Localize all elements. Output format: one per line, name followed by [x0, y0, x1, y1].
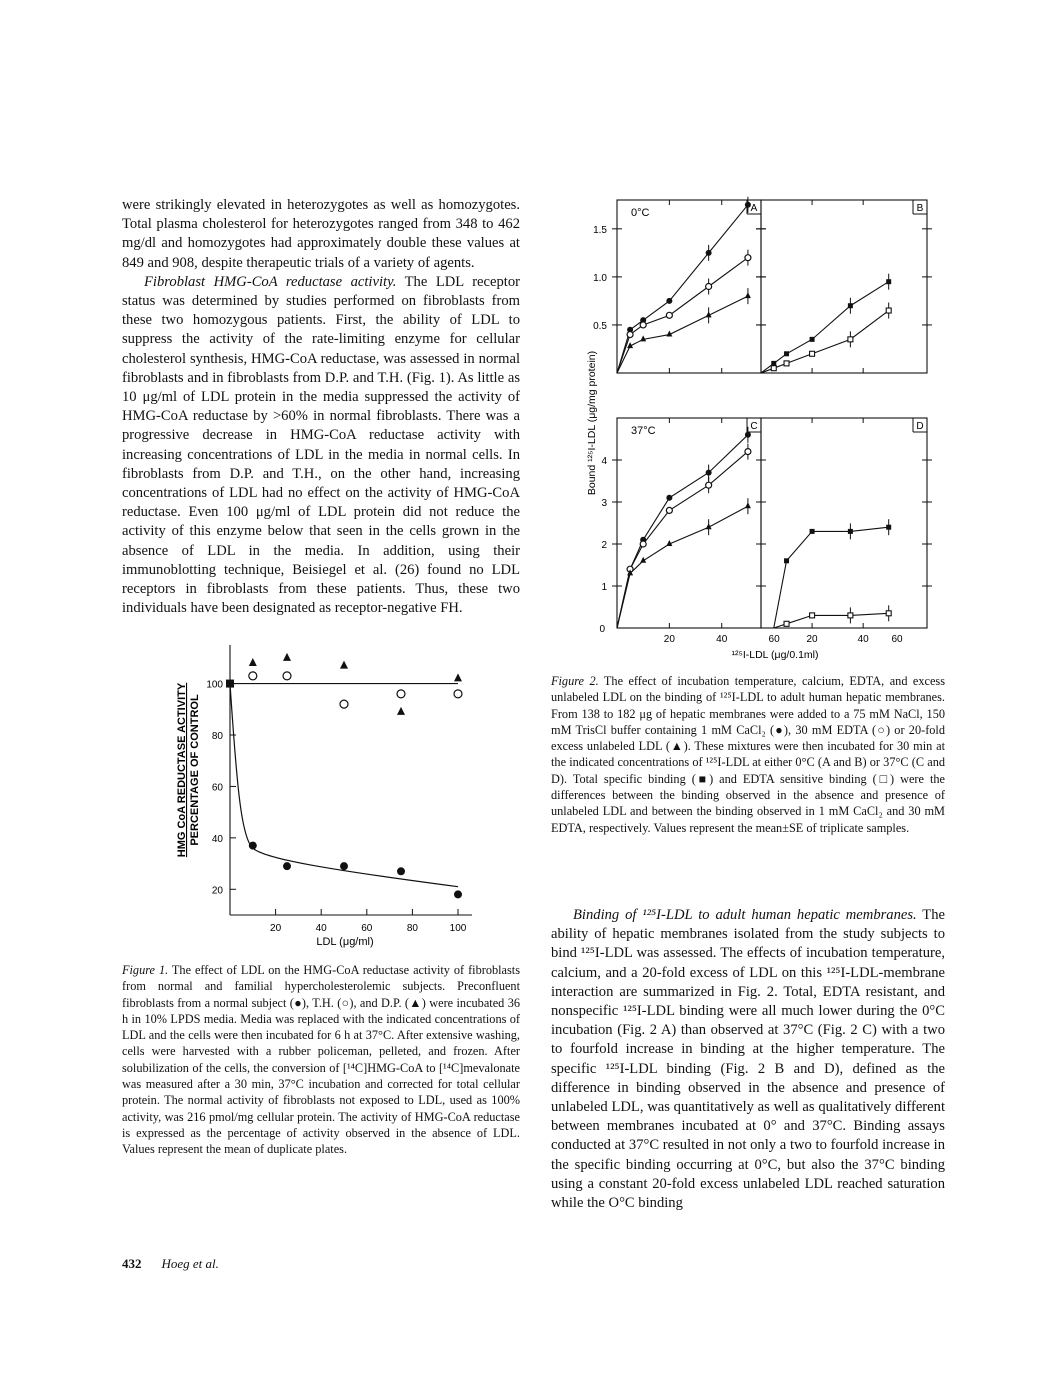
- x-tick-label: 40: [716, 634, 728, 645]
- data-point-filled-square: [771, 361, 776, 366]
- data-point-filled-circle: [249, 842, 257, 850]
- x-tick-label: 60: [891, 634, 903, 645]
- data-point-filled-square: [784, 351, 789, 356]
- data-point-open-circle: [397, 690, 405, 698]
- figure2-ylabel: Bound ¹²⁵I-LDL (μg/mg protein): [586, 350, 598, 496]
- data-point-filled-circle: [340, 862, 348, 870]
- data-point-open-circle: [340, 700, 348, 708]
- data-point-open-circle: [640, 541, 646, 547]
- y-tick-label: 60: [211, 782, 223, 794]
- data-point-open-square: [784, 361, 789, 366]
- page-number: 432: [122, 1256, 142, 1271]
- series-line: [761, 527, 889, 628]
- paragraph-body: The ability of hepatic membranes isolated from the study subjects to bind ¹²⁵I-LDL was assessed. The effects of incubation temperature, calcium, and a 20-fold excess of LDL on this ¹²⁵I-LDL-membrane interaction are summarized in Fig. 2. Total, EDTA resistant, and nonspecific ¹²⁵I-LDL binding were all much lower during the 0°C incubation (Fig. 2 A) than observed at 37°C (Fig. 2 C) with a two to fourfold increase in binding at the higher temperature. The specific ¹²⁵I-LDL binding (Fig. 2 B and D), defined as the difference in binding observed in the absence and presence of unlabeled LDL, was quantitatively as well as qualitatively different between membranes incubated at 0° and 37°C. Binding assays conducted at 37°C resulted in not only a two to fourfold increase in the specific binding occurring at 0°C, but also the 37°C binding using a constant 20-fold excess unlabeled LDL reached saturation while the O°C binding: [551, 907, 946, 1212]
- left-column-text: [122, 196, 520, 618]
- panel-B: [756, 200, 932, 373]
- y-tick-label: 3: [601, 498, 607, 509]
- data-point-filled-triangle: [249, 658, 257, 666]
- data-point-filled-triangle: [397, 707, 405, 715]
- x-tick-label: 60: [768, 634, 780, 645]
- data-point-open-circle: [706, 482, 712, 488]
- data-point-open-square: [848, 337, 853, 342]
- figure1-ylabel-line1: HMG CoA REDUCTASE ACTIVITY: [176, 682, 188, 858]
- normal-fit-curve: [230, 684, 458, 887]
- y-tick-label: 0.5: [593, 320, 607, 332]
- data-point-open-circle: [640, 322, 646, 328]
- y-tick-label: 80: [211, 731, 223, 742]
- data-point-open-square: [886, 611, 891, 616]
- series-line: [761, 282, 889, 373]
- series-line: [761, 613, 889, 628]
- figure1-chart: [160, 640, 490, 960]
- data-point-filled-square: [886, 279, 891, 284]
- panel-frame: [617, 200, 761, 373]
- series-line: [617, 435, 748, 628]
- data-point-open-square: [848, 613, 853, 618]
- data-point-open-square: [784, 621, 789, 626]
- data-point-filled-circle: [454, 890, 462, 898]
- data-point-open-circle: [706, 284, 712, 290]
- figure2-caption-text: The effect of incubation temperature, calcium, EDTA, and excess unlabeled LDL on the binding of ¹²⁵I-LDL to adult human hepatic membranes. From 138 to 182 μg of hepatic membranes were added to a 75 mM NaCl, 150 mM TrisCl buffer containing 1 mM CaCl₂ (●), 30 mM EDTA (○) or 20-fold excess unlabeled LDL (▲). These mixtures were then incubated for 30 min at the indicated concentrations of ¹²⁵I-LDL at either 0°C (A and B) or 37°C (C and D). Total specific binding (■) and EDTA sensitive binding (□) were the differences between the binding observed in the absence and presence of unlabeled LDL and between the binding observed in 1 mM CaCl₂ and 30 mM EDTA, respectively. Values represent the mean±SE of triplicate samples.: [551, 674, 945, 835]
- data-point-open-circle: [249, 672, 257, 680]
- y-tick-label: 40: [211, 833, 223, 845]
- panel-letter: A: [750, 203, 758, 214]
- figure1-ylabel-line2: PERCENTAGE OF CONTROL: [189, 694, 201, 846]
- x-tick-label: 100: [449, 923, 467, 934]
- data-point-open-square: [810, 351, 815, 356]
- y-tick-label: 1: [601, 582, 607, 593]
- y-tick-label: 1.5: [593, 224, 607, 236]
- figure2-plot: [593, 197, 932, 645]
- data-point-filled-circle: [706, 250, 712, 256]
- paragraph: [122, 273, 520, 619]
- paragraph: were strikingly elevated in heterozygotes as well as homozygotes. Total plasma cholesterol for heterozygotes ranged from 348 to 462 mg/dl and homozygotes had approximately double these values at 849 and 908, despite therapeutic trials of a variety of agents.: [122, 197, 520, 271]
- right-column-text: [551, 906, 945, 1213]
- figure1-caption: [122, 962, 520, 1158]
- data-point-open-circle: [283, 672, 291, 680]
- x-tick-label: 20: [806, 634, 818, 645]
- data-point-filled-square: [810, 337, 815, 342]
- x-tick-label: 80: [406, 923, 418, 934]
- panel-letter: D: [916, 421, 924, 432]
- y-tick-label: 4: [601, 456, 607, 467]
- data-point-filled-triangle: [640, 335, 646, 341]
- data-point-filled-triangle: [283, 653, 291, 661]
- data-point-filled-circle: [283, 862, 291, 870]
- data-point-filled-circle: [397, 867, 405, 875]
- data-point-filled-circle: [666, 495, 672, 501]
- x-tick-label: 40: [857, 634, 869, 645]
- page-footer: [122, 1256, 219, 1272]
- data-point-filled-square: [784, 558, 789, 563]
- data-point-open-circle: [745, 449, 751, 455]
- paragraph-body: The LDL receptor status was determined by studies performed on fibroblasts from these two homozygous patients. First, the ability of LDL to suppress the activity of the rate-limiting enzyme for cellular cholesterol synthesis, HMG-CoA reductase, was assessed in normal fibroblasts and in fibroblasts from D.P. and T.H. (Fig. 1). As little as 10 μg/ml of LDL protein in the media suppressed the activity of HMG-CoA reductase by >60% in normal fibroblasts. There was a progressive decrease in HMG-CoA reductase activity with increasing concentrations of LDL in the media in normal cells. In fibroblasts from D.P. and T.H., on the other hand, increasing concentrations of LDL had no effect on the activity of HMG-CoA reductase. Even 100 μg/ml of LDL protein did not reduce the activity of this enzyme below that seen in the cells grown in the absence of LDL in the media. In addition, using their immunoblotting technique, Beisiegel et al. (26) found no LDL receptors in fibroblasts from these patients. Thus, these two individuals have been designated as receptor-negative FH.: [122, 273, 520, 617]
- data-point-filled-circle: [706, 470, 712, 476]
- figure2-caption-label: Figure 2.: [551, 674, 599, 688]
- paragraph-title: Fibroblast HMG-CoA reductase activity.: [144, 273, 397, 290]
- data-point-filled-circle: [745, 432, 751, 438]
- paragraph-title: Binding of ¹²⁵I-LDL to adult human hepatic membranes.: [573, 907, 917, 923]
- data-point-filled-square: [886, 525, 891, 530]
- data-point-open-circle: [666, 312, 672, 318]
- series-line: [617, 258, 748, 373]
- data-point-open-square: [886, 308, 891, 313]
- data-point-filled-triangle: [745, 502, 751, 508]
- series-line: [617, 296, 748, 373]
- x-tick-label: 20: [270, 923, 282, 934]
- x-tick-label: 40: [315, 923, 327, 934]
- figure1-caption-text: The effect of LDL on the HMG-CoA reductase activity of fibroblasts from normal and familial hypercholesterolemic subjects. Preconfluent fibroblasts from a normal subject (●), T.H. (○), and D.P. (▲) were incubated 36 h in 10% LPDS media. Media was replaced with the indicated concentrations of LDL and the cells were then incubated for 6 h at 37°C. After extensive washing, cells were harvested with a rubber policeman, pelleted, and frozen. After solubilization of the cells, the conversion of [¹⁴C]HMG-CoA to [¹⁴C]mevalonate was measured after a 30 min, 37°C incubation and corrected for total cellular protein. The normal activity of fibroblasts not exposed to LDL, used as 100% activity, was 216 pmol/mg cellular protein. The activity of HMG-CoA reductase is expressed as the percentage of activity observed in the absence of LDL. Values represent the mean of duplicate plates.: [122, 963, 520, 1157]
- y-tick-label: 100: [206, 679, 223, 691]
- data-point-open-circle: [745, 255, 751, 261]
- y-tick-label: 0: [599, 624, 605, 635]
- series-line: [617, 205, 748, 373]
- data-point-filled-triangle: [745, 292, 751, 298]
- data-point-filled-circle: [745, 202, 751, 208]
- panel-temperature: 37°C: [631, 425, 656, 437]
- figure1-plot: [206, 645, 472, 934]
- figure1-xlabel: LDL (μg/ml): [316, 936, 374, 948]
- data-point-filled-circle: [666, 298, 672, 304]
- y-tick-label: 1.0: [593, 272, 607, 284]
- series-line: [617, 452, 748, 628]
- panel-frame: [761, 418, 927, 628]
- panel-C: [601, 418, 766, 628]
- series-line: [617, 506, 748, 628]
- data-point-open-circle: [454, 690, 462, 698]
- figure2-xlabel: ¹²⁵I-LDL (μg/0.1ml): [731, 649, 819, 661]
- y-tick-label: 2: [601, 540, 607, 551]
- data-point-filled-square: [848, 529, 853, 534]
- data-point-control: [226, 680, 234, 688]
- data-point-filled-triangle: [340, 661, 348, 669]
- data-point-filled-triangle: [454, 673, 462, 681]
- panel-A: [593, 197, 766, 373]
- data-point-open-square: [810, 613, 815, 618]
- paragraph: [551, 906, 945, 1213]
- figure2-caption: [551, 673, 945, 836]
- panel-letter: C: [750, 421, 758, 432]
- x-tick-label: 60: [361, 923, 373, 934]
- data-point-open-circle: [627, 332, 633, 338]
- data-point-open-circle: [666, 507, 672, 513]
- x-tick-label: 20: [663, 634, 675, 645]
- panel-letter: B: [916, 203, 924, 214]
- series-line: [761, 311, 889, 373]
- panel-frame: [617, 418, 761, 628]
- panel-D: [756, 418, 932, 628]
- running-authors: Hoeg et al.: [161, 1256, 219, 1271]
- figure1-caption-label: Figure 1.: [122, 963, 169, 977]
- panel-frame: [761, 200, 927, 373]
- data-point-open-square: [771, 366, 776, 371]
- y-tick-label: 20: [211, 885, 223, 897]
- panel-temperature: 0°C: [631, 207, 650, 219]
- figure2-chart: [555, 188, 945, 666]
- data-point-filled-square: [810, 529, 815, 534]
- data-point-filled-square: [848, 303, 853, 308]
